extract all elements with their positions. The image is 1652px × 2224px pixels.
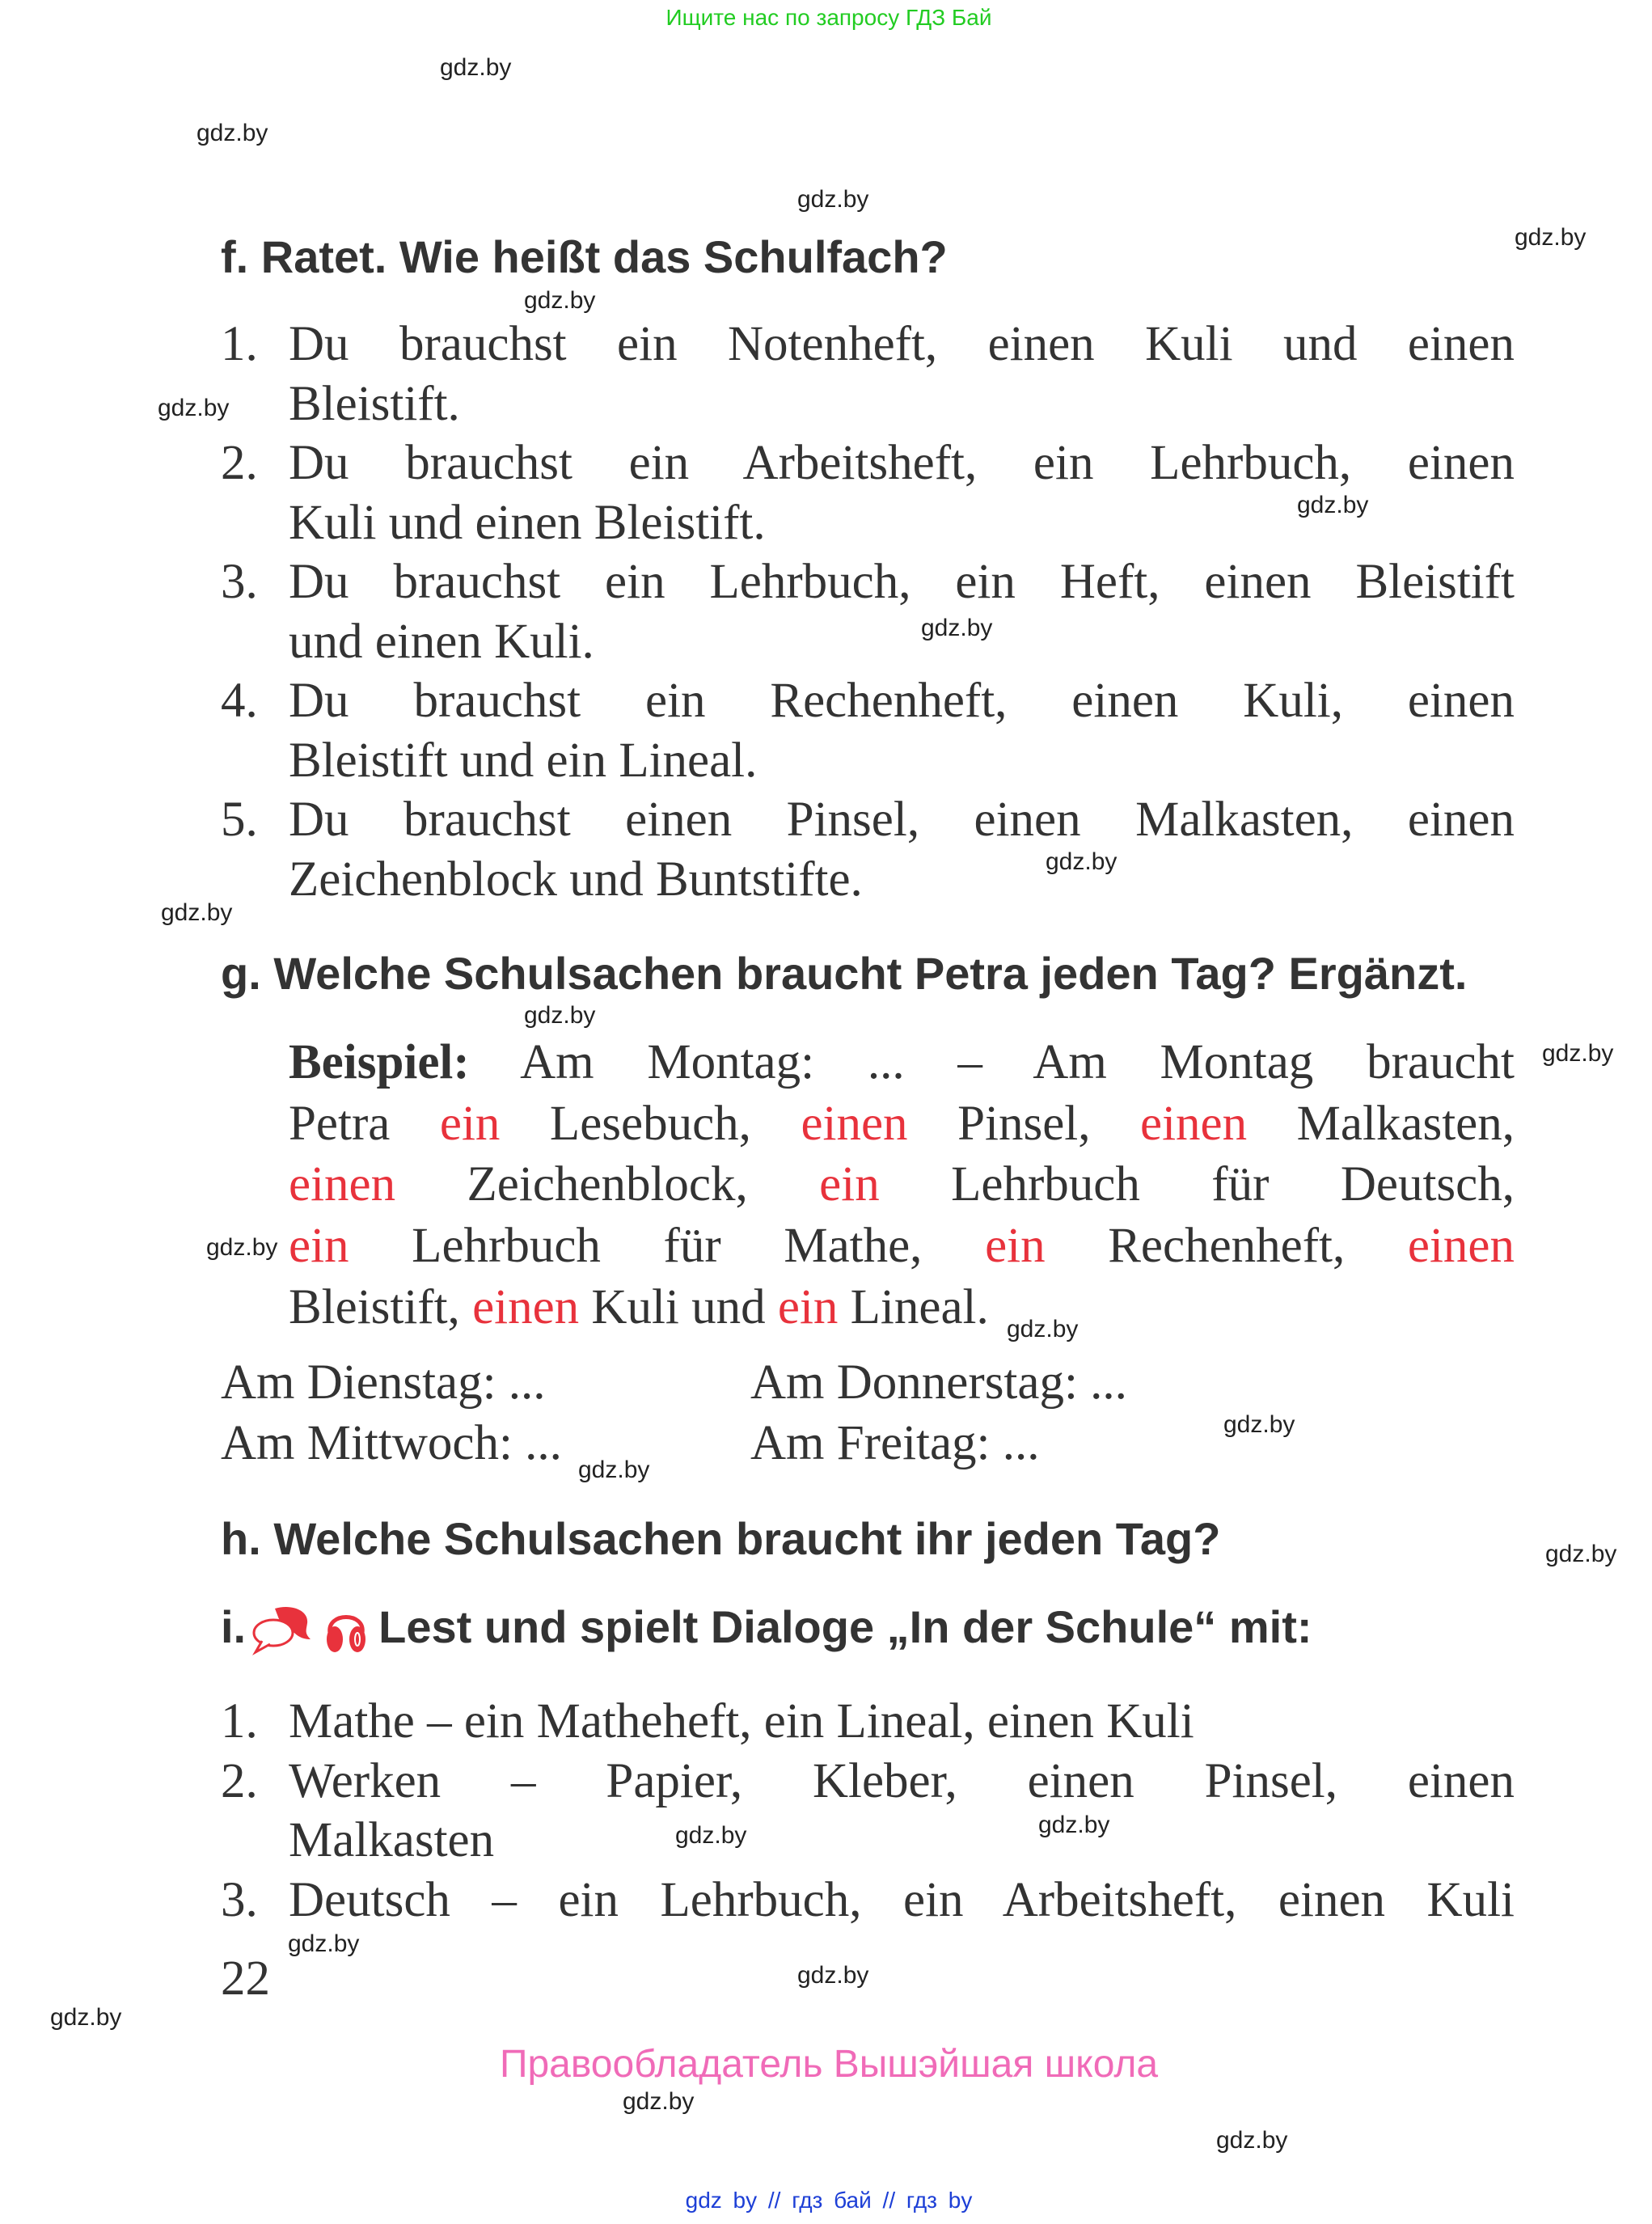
list-item-number: 1. xyxy=(221,317,258,371)
search-hint: Ищите нас по запросу ГДЗ Бай xyxy=(665,5,992,30)
list-item-text: Du brauchst ein Notenheft, einen Kuli und einen xyxy=(289,317,1515,371)
watermark-text: gdz.by xyxy=(1216,2127,1288,2154)
list-item-number: 2. xyxy=(221,436,258,490)
list-item-number: 3. xyxy=(221,555,258,609)
watermark-text: gdz.by xyxy=(1297,492,1369,518)
watermark-text: gdz.by xyxy=(797,1962,869,1989)
watermark-text: gdz.by xyxy=(921,615,993,641)
example-line xyxy=(221,1216,1515,1277)
heading-g: g. Welche Schulsachen braucht Petra jeden Tag? Ergänzt. xyxy=(221,948,1468,999)
list-item-line xyxy=(221,612,1515,672)
example-text: Malkasten, xyxy=(1247,1096,1515,1151)
watermark-text: gdz.by xyxy=(1515,224,1587,251)
watermark-text: gdz.by xyxy=(50,2004,122,2031)
example-text: Lineal. xyxy=(838,1279,989,1334)
example-text: Lehrbuch für Mathe, xyxy=(349,1219,986,1274)
list-item-line xyxy=(221,1692,1515,1752)
example-text: Am Montag: ... – Am Montag braucht xyxy=(469,1035,1515,1089)
list-item-text: Malkasten xyxy=(289,1813,495,1867)
list-item-line xyxy=(221,731,1515,791)
watermark-text: gdz.by xyxy=(206,1234,278,1261)
list-item-line xyxy=(221,374,1515,434)
list-item-text: Deutsch – ein Lehrbuch, ein Arbeitsheft, einen Kuli xyxy=(289,1872,1515,1927)
example-text: Kuli und xyxy=(579,1279,778,1334)
article-highlight: einen xyxy=(1140,1096,1248,1151)
day-thursday: Am Donnerstag: ... xyxy=(750,1355,1127,1410)
example-line xyxy=(221,1154,1515,1216)
heading-i-prefix: i. xyxy=(221,1601,247,1652)
list-item-text: Kuli und einen Bleistift. xyxy=(289,495,766,550)
article-highlight: einen xyxy=(801,1096,908,1151)
article-highlight: ein xyxy=(985,1219,1046,1274)
list-item-line xyxy=(221,850,1515,910)
article-highlight: ein xyxy=(439,1096,501,1151)
list-item-number: 3. xyxy=(221,1872,258,1927)
headphones-icon xyxy=(323,1605,369,1655)
list-item-number: 4. xyxy=(221,674,258,728)
list-item-text: und einen Kuli. xyxy=(289,614,594,669)
list-item-line xyxy=(221,493,1515,553)
list-item-text: Zeichenblock und Buntstifte. xyxy=(289,852,863,907)
watermark-text: gdz.by xyxy=(288,1930,360,1957)
example-label: Beispiel: xyxy=(289,1035,470,1089)
list-f xyxy=(221,315,1515,909)
watermark-text: gdz.by xyxy=(524,287,596,314)
list-item-text: Werken – Papier, Kleber, einen Pinsel, einen xyxy=(289,1753,1515,1808)
list-item-number: 1. xyxy=(221,1694,258,1748)
day-wednesday: Am Mittwoch: ... xyxy=(221,1416,562,1470)
article-highlight: ein xyxy=(289,1219,349,1274)
list-item-text: Du brauchst ein Arbeitsheft, ein Lehrbuch, einen xyxy=(289,436,1515,490)
watermark-text: gdz.by xyxy=(1007,1316,1079,1342)
list-item-text: Du brauchst ein Rechenheft, einen Kuli, einen xyxy=(289,674,1515,728)
example-text: Zeichenblock, xyxy=(395,1157,820,1212)
watermark-text: gdz.by xyxy=(196,120,268,146)
article-highlight: ein xyxy=(819,1157,880,1212)
example-text: Petra xyxy=(289,1096,440,1151)
list-item-line xyxy=(221,552,1515,612)
list-item-line xyxy=(221,790,1515,850)
list-item-text: Mathe – ein Matheheft, ein Lineal, einen Kuli xyxy=(289,1694,1194,1748)
example-text: Lesebuch, xyxy=(500,1096,801,1151)
list-item-text: Bleistift. xyxy=(289,376,460,431)
watermark-text: gdz.by xyxy=(1223,1411,1295,1438)
watermark-text: gdz.by xyxy=(578,1457,650,1483)
article-highlight: einen xyxy=(472,1279,580,1334)
watermark-text: gdz.by xyxy=(1046,848,1118,875)
watermark-text: gdz.by xyxy=(1038,1812,1110,1838)
article-highlight: einen xyxy=(289,1157,396,1212)
watermark-text: gdz.by xyxy=(158,395,230,421)
watermark-text: gdz.by xyxy=(797,186,869,213)
example-text: Lehrbuch für Deutsch, xyxy=(879,1157,1515,1212)
heading-i-text: Lest und spielt Dialoge „In der Schule“ mit: xyxy=(378,1601,1312,1652)
speech-bubbles-icon xyxy=(251,1605,315,1655)
example-line xyxy=(221,1277,1515,1338)
watermark-text: gdz.by xyxy=(1545,1541,1617,1567)
copyright-notice: Правообладатель Вышэйшая школа xyxy=(499,2043,1159,2086)
example-line xyxy=(221,1093,1515,1155)
list-item-line xyxy=(221,315,1515,374)
article-highlight: einen xyxy=(1407,1219,1515,1274)
heading-i xyxy=(221,1601,1312,1655)
day-tuesday: Am Dienstag: ... xyxy=(221,1355,546,1410)
watermark-text: gdz.by xyxy=(161,899,233,926)
watermark-text: gdz.by xyxy=(524,1002,596,1029)
list-item-text: Bleistift und ein Lineal. xyxy=(289,733,758,788)
list-item-number: 5. xyxy=(221,793,258,847)
example-text: Bleistift, xyxy=(289,1279,473,1334)
watermark-text: gdz.by xyxy=(675,1822,747,1849)
list-item-line xyxy=(221,671,1515,731)
day-friday: Am Freitag: ... xyxy=(750,1416,1040,1470)
list-item-line xyxy=(221,1752,1515,1812)
article-highlight: ein xyxy=(777,1279,839,1334)
page-number: 22 xyxy=(221,1951,270,2006)
example-text: Pinsel, xyxy=(907,1096,1141,1151)
example-block xyxy=(221,1032,1515,1338)
list-item-line xyxy=(221,1871,1515,1930)
heading-f: f. Ratet. Wie heißt das Schulfach? xyxy=(221,231,948,282)
watermark-text: gdz.by xyxy=(623,2088,695,2115)
list-item-line xyxy=(221,433,1515,493)
example-text: Rechenheft, xyxy=(1045,1219,1408,1274)
footer-links[interactable]: gdz by // гдз бай // гдз by xyxy=(685,2188,973,2213)
heading-h: h. Welche Schulsachen braucht ihr jeden Tag? xyxy=(221,1513,1221,1564)
list-item-text: Du brauchst einen Pinsel, einen Malkasten, einen xyxy=(289,793,1515,847)
watermark-text: gdz.by xyxy=(440,54,512,81)
list-i xyxy=(221,1692,1515,1930)
list-item-number: 2. xyxy=(221,1753,258,1808)
example-line xyxy=(221,1032,1515,1093)
list-item-line xyxy=(221,1811,1515,1871)
watermark-text: gdz.by xyxy=(1542,1040,1614,1067)
list-item-text: Du brauchst ein Lehrbuch, ein Heft, einen Bleistift xyxy=(289,555,1515,609)
